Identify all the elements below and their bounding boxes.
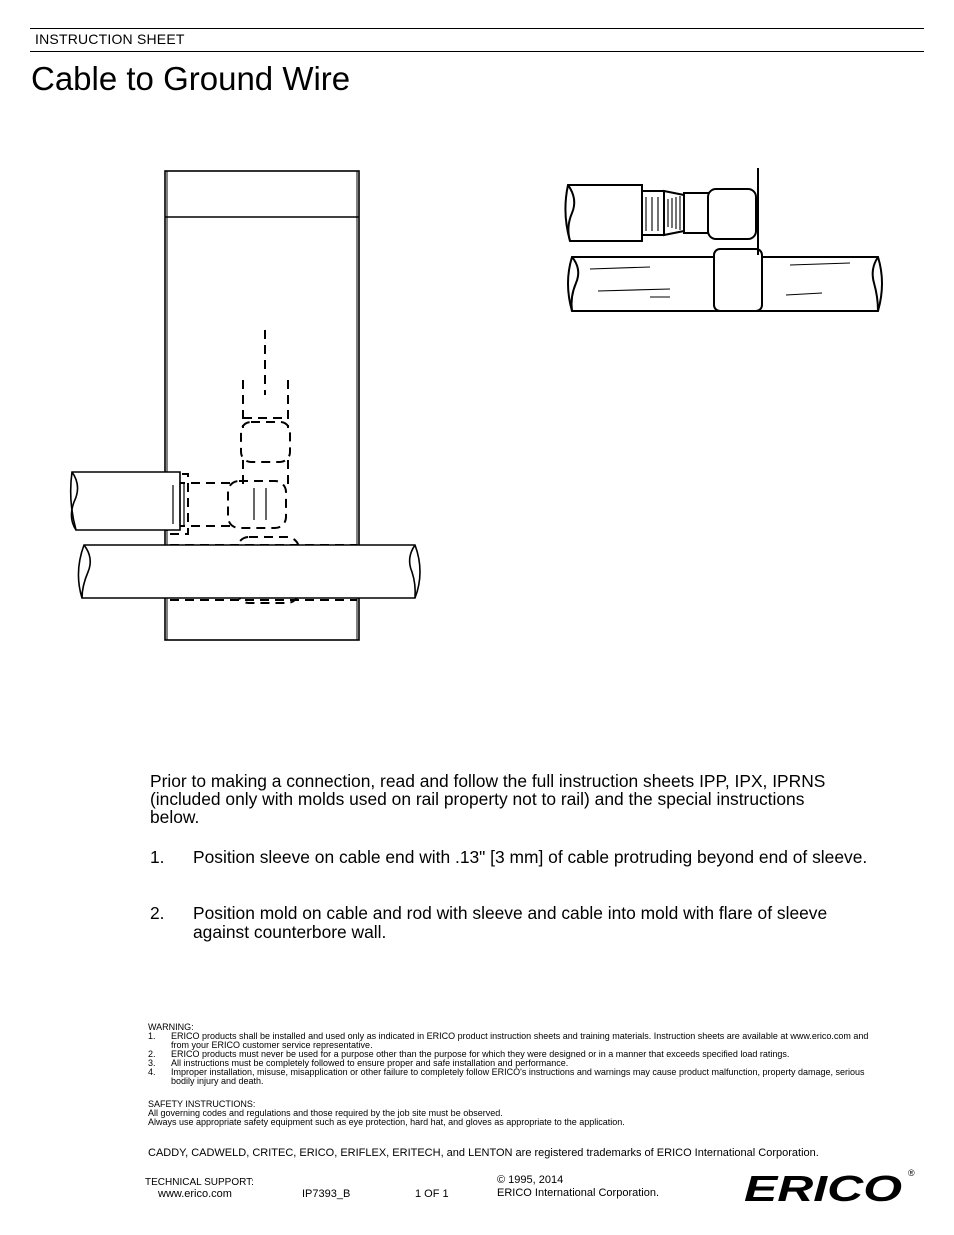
page-title: Cable to Ground Wire	[31, 60, 351, 97]
safety-line: All governing codes and regulations and those required by the job site must be observed.	[148, 1108, 503, 1118]
document-type-label: INSTRUCTION SHEET	[35, 31, 185, 47]
safety-heading: SAFETY INSTRUCTIONS:	[148, 1099, 256, 1109]
intro-paragraph: Prior to making a connection, read and follow the full instruction sheets IPP, IPX, IPRNS (included only with molds used on rail property not to rail) and the special instructions below.	[150, 771, 826, 827]
document-number: IP7393_B	[302, 1188, 351, 1200]
step-number: 2.	[150, 903, 165, 923]
completed-connection-drawing	[560, 165, 890, 315]
warning-item	[148, 1068, 888, 1086]
safety-block	[148, 1100, 888, 1127]
step-text: Position sleeve on cable end with .13" [3 mm] of cable protruding beyond end of sleeve.	[193, 847, 868, 867]
company-name: ERICO International Corporation.	[497, 1187, 660, 1199]
step-text: Position mold on cable and rod with sleeve and cable into mold with flare of sleeve against counterbore wall.	[193, 903, 828, 942]
copyright: © 1995, 2014	[497, 1174, 564, 1186]
warning-text: All instructions must be completely followed to ensure proper and safe installation and performance.	[171, 1058, 569, 1068]
warning-number: 3.	[148, 1058, 156, 1068]
logo-wordmark: ERICO	[744, 1168, 902, 1206]
warning-text: ERICO products must never be used for a purpose other than the purpose for which they were designed or in a manner that exceeds specified load ratings.	[171, 1049, 790, 1059]
header-top-rule	[30, 28, 924, 29]
step-number: 1.	[150, 847, 165, 867]
warning-number: 4.	[148, 1067, 156, 1077]
warning-text: ERICO products shall be installed and used only as indicated in ERICO product instruction sheets and training materials. Instruction sheets are available at www.erico.com and from your ERICO customer service representative.	[171, 1031, 869, 1050]
warning-number: 2.	[148, 1049, 156, 1059]
page-number: 1 OF 1	[415, 1188, 449, 1200]
warning-block	[148, 1023, 888, 1086]
warning-heading: WARNING:	[148, 1022, 194, 1032]
safety-line: Always use appropriate safety equipment such as eye protection, hard hat, and gloves as appropriate to the application.	[148, 1117, 625, 1127]
warning-text: Improper installation, misuse, misapplication or other failure to completely follow ERICO's instructions and warnings may cause product malfunction, property damage, serious bodily injury and death.	[171, 1067, 865, 1086]
support-label: TECHNICAL SUPPORT:	[145, 1177, 254, 1188]
registered-mark: ®	[908, 1168, 915, 1178]
header-bottom-rule	[30, 51, 924, 52]
trademarks-notice: CADDY, CADWELD, CRITEC, ERICO, ERIFLEX, ERITECH, and LENTON are registered trademarks of ERICO International Corporation.	[148, 1147, 819, 1159]
warning-item	[148, 1032, 888, 1050]
warning-number: 1.	[148, 1031, 156, 1041]
mold-cross-section-drawing	[60, 160, 440, 650]
erico-logo	[742, 1168, 917, 1206]
support-url-link[interactable]: www.erico.com	[158, 1188, 232, 1200]
